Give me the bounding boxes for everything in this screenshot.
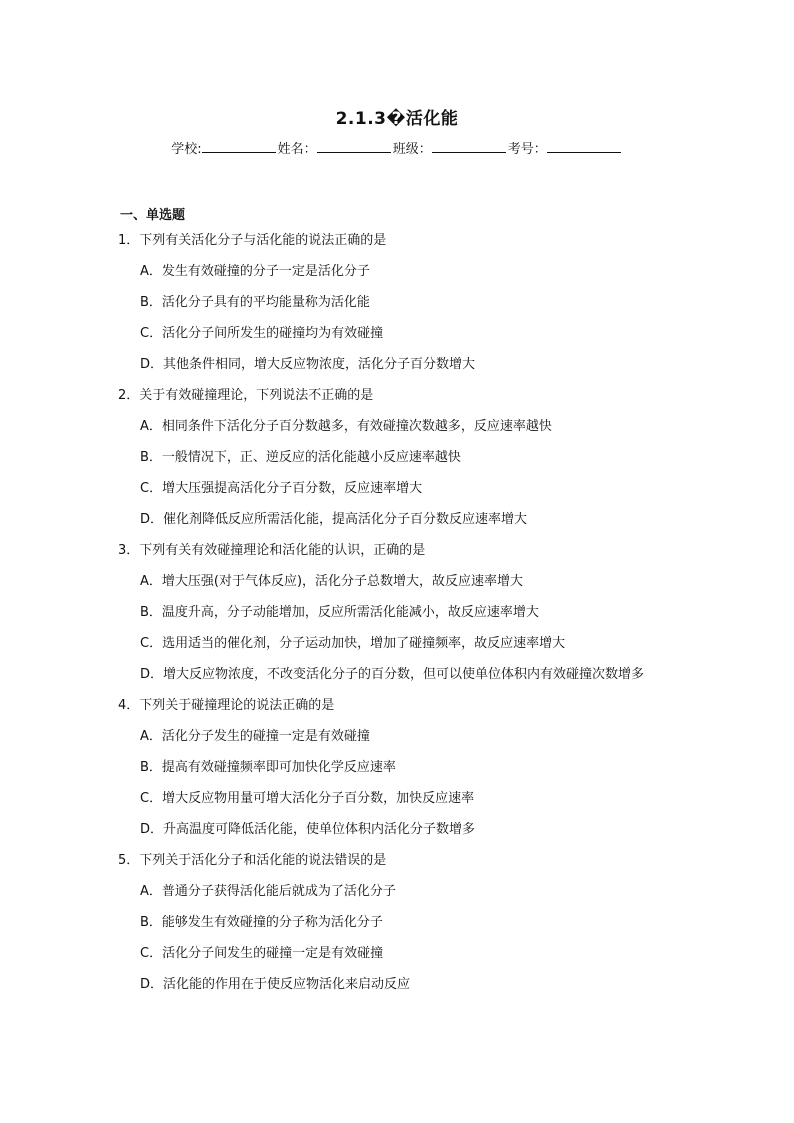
question-stem: 1．下列有关活化分子与活化能的说法正确的是 <box>118 233 387 248</box>
question-stem: 5．下列关于活化分子和活化能的说法错误的是 <box>118 853 387 868</box>
question-1 <box>118 225 678 380</box>
option-d: D．增大反应物浓度，不改变活化分子的百分数，但可以使单位体积内有效碰撞次数增多 <box>140 667 645 682</box>
class-field <box>393 138 508 157</box>
school-blank[interactable] <box>202 139 276 153</box>
section-title: 一、单选题 <box>120 208 186 223</box>
question-4 <box>118 690 678 845</box>
question-3 <box>118 535 678 690</box>
question-5 <box>118 845 678 1000</box>
exam-number-label: 考号： <box>507 142 547 157</box>
option-c: C．活化分子间所发生的碰撞均为有效碰撞 <box>140 326 384 341</box>
name-label: 姓名： <box>277 142 317 157</box>
name-field <box>278 138 393 157</box>
option-a: A．普通分子获得活化能后就成为了活化分子 <box>140 884 396 899</box>
option-a: A．增大压强(对于气体反应)，活化分子总数增大，故反应速率增大 <box>140 574 524 589</box>
school-field <box>171 138 277 157</box>
question-stem: 4．下列关于碰撞理论的说法正确的是 <box>118 698 335 713</box>
option-c: C．增大反应物用量可增大活化分子百分数，加快反应速率 <box>140 791 475 806</box>
class-blank[interactable] <box>432 139 506 153</box>
question-list <box>118 225 678 1000</box>
exam-number-blank[interactable] <box>547 139 621 153</box>
option-a: A．活化分子发生的碰撞一定是有效碰撞 <box>140 729 370 744</box>
option-a: A．发生有效碰撞的分子一定是活化分子 <box>140 264 370 279</box>
exam-number-field <box>508 138 623 157</box>
class-label: 班级： <box>392 142 432 157</box>
option-b: B．一般情况下，正、逆反应的活化能越小反应速率越快 <box>140 450 461 465</box>
school-label: 学校: <box>171 142 202 157</box>
option-a: A．相同条件下活化分子百分数越多，有效碰撞次数越多，反应速率越快 <box>140 419 552 434</box>
option-c: C．活化分子间发生的碰撞一定是有效碰撞 <box>140 946 384 961</box>
question-stem: 2．关于有效碰撞理论，下列说法不正确的是 <box>118 388 374 403</box>
option-c: C．增大压强提高活化分子百分数，反应速率增大 <box>140 481 423 496</box>
question-stem: 3．下列有关有效碰撞理论和活化能的认识，正确的是 <box>118 543 426 558</box>
option-d: D．催化剂降低反应所需活化能，提高活化分子百分数反应速率增大 <box>140 512 528 527</box>
question-2 <box>118 380 678 535</box>
option-d: D．活化能的作用在于使反应物活化来启动反应 <box>140 977 411 992</box>
document-title: 2.1.3�活化能 <box>335 109 459 129</box>
option-b: B．提高有效碰撞频率即可加快化学反应速率 <box>140 760 396 775</box>
option-b: B．活化分子具有的平均能量称为活化能 <box>140 295 370 310</box>
student-info-row <box>0 138 794 157</box>
option-d: D．其他条件相同，增大反应物浓度，活化分子百分数增大 <box>140 357 476 372</box>
option-d: D．升高温度可降低活化能，使单位体积内活化分子数增多 <box>140 822 476 837</box>
option-b: B．能够发生有效碰撞的分子称为活化分子 <box>140 915 383 930</box>
option-b: B．温度升高，分子动能增加，反应所需活化能减小，故反应速率增大 <box>140 605 539 620</box>
option-c: C．选用适当的催化剂，分子运动加快，增加了碰撞频率，故反应速率增大 <box>140 636 566 651</box>
name-blank[interactable] <box>317 139 391 153</box>
